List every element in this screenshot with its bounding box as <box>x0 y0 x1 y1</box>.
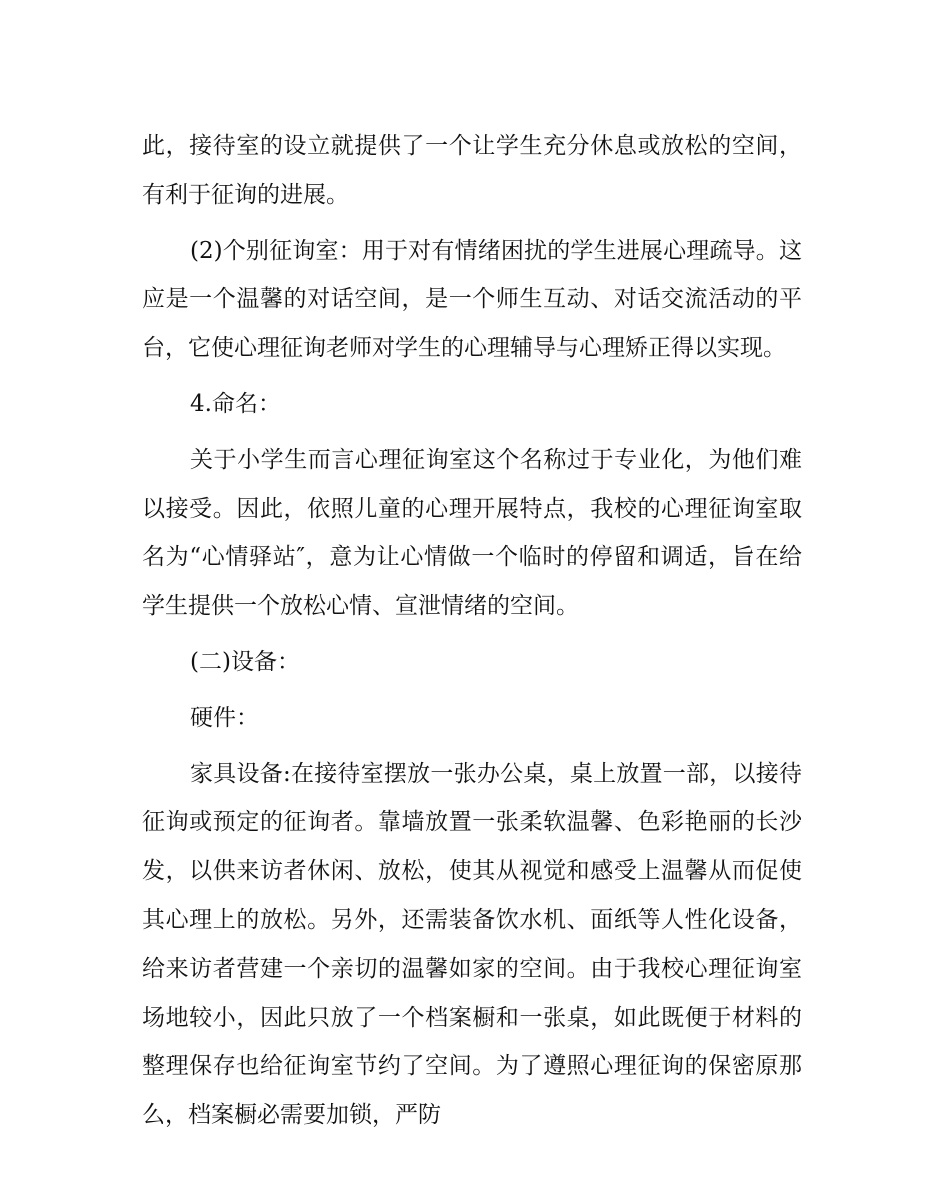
section-heading-equipment: (二)设备： <box>190 648 300 675</box>
document-body <box>142 122 802 1147</box>
section-heading-naming: 4.命名： <box>190 390 281 417</box>
paragraph-furniture-equipment: 家具设备:在接待室摆放一张办公桌，桌上放置一部，以接待征询或预定的征询者。靠墙放置一张柔软温馨、色彩艳丽的长沙发，以供来访者休闲、放松，使其从视觉和感受上温馨从而促使其心理上的放松。另外，还需装备饮水机、面纸等人性化设备，给来访者营建一个亲切的温馨如家的空间。由于我校心理征询室场地较小，因此只放了一个档案橱和一张桌，如此既便于材料的整理保存也给征询室节约了空间。为了遵照心理征询的保密原那么，档案橱必需要加锁，严防 <box>142 760 802 1129</box>
paragraph-continuation: 此，接待室的设立就提供了一个让学生充分休息或放松的空间，有利于征询的进展。 <box>142 133 802 208</box>
paragraph-naming: 关于小学生而言心理征询室这个名称过于专业化，为他们难以接受。因此，依照儿童的心理开展特点，我校的心理征询室取名为“心情驿站″，意为让心情做一个临时的停留和调适，旨在给学生提供一个放松心情、宣泄情绪的空间。 <box>142 446 802 620</box>
paragraph-individual-counseling-room: (2)个别征询室：用于对有情绪困扰的学生进展心理疏导。这应是一个温馨的对话空间，是一个师生互动、对话交流活动的平台，它使心理征询老师对学生的心理辅导与心理矫正得以实现。 <box>142 237 802 362</box>
subheading-hardware: 硬件： <box>190 704 259 731</box>
